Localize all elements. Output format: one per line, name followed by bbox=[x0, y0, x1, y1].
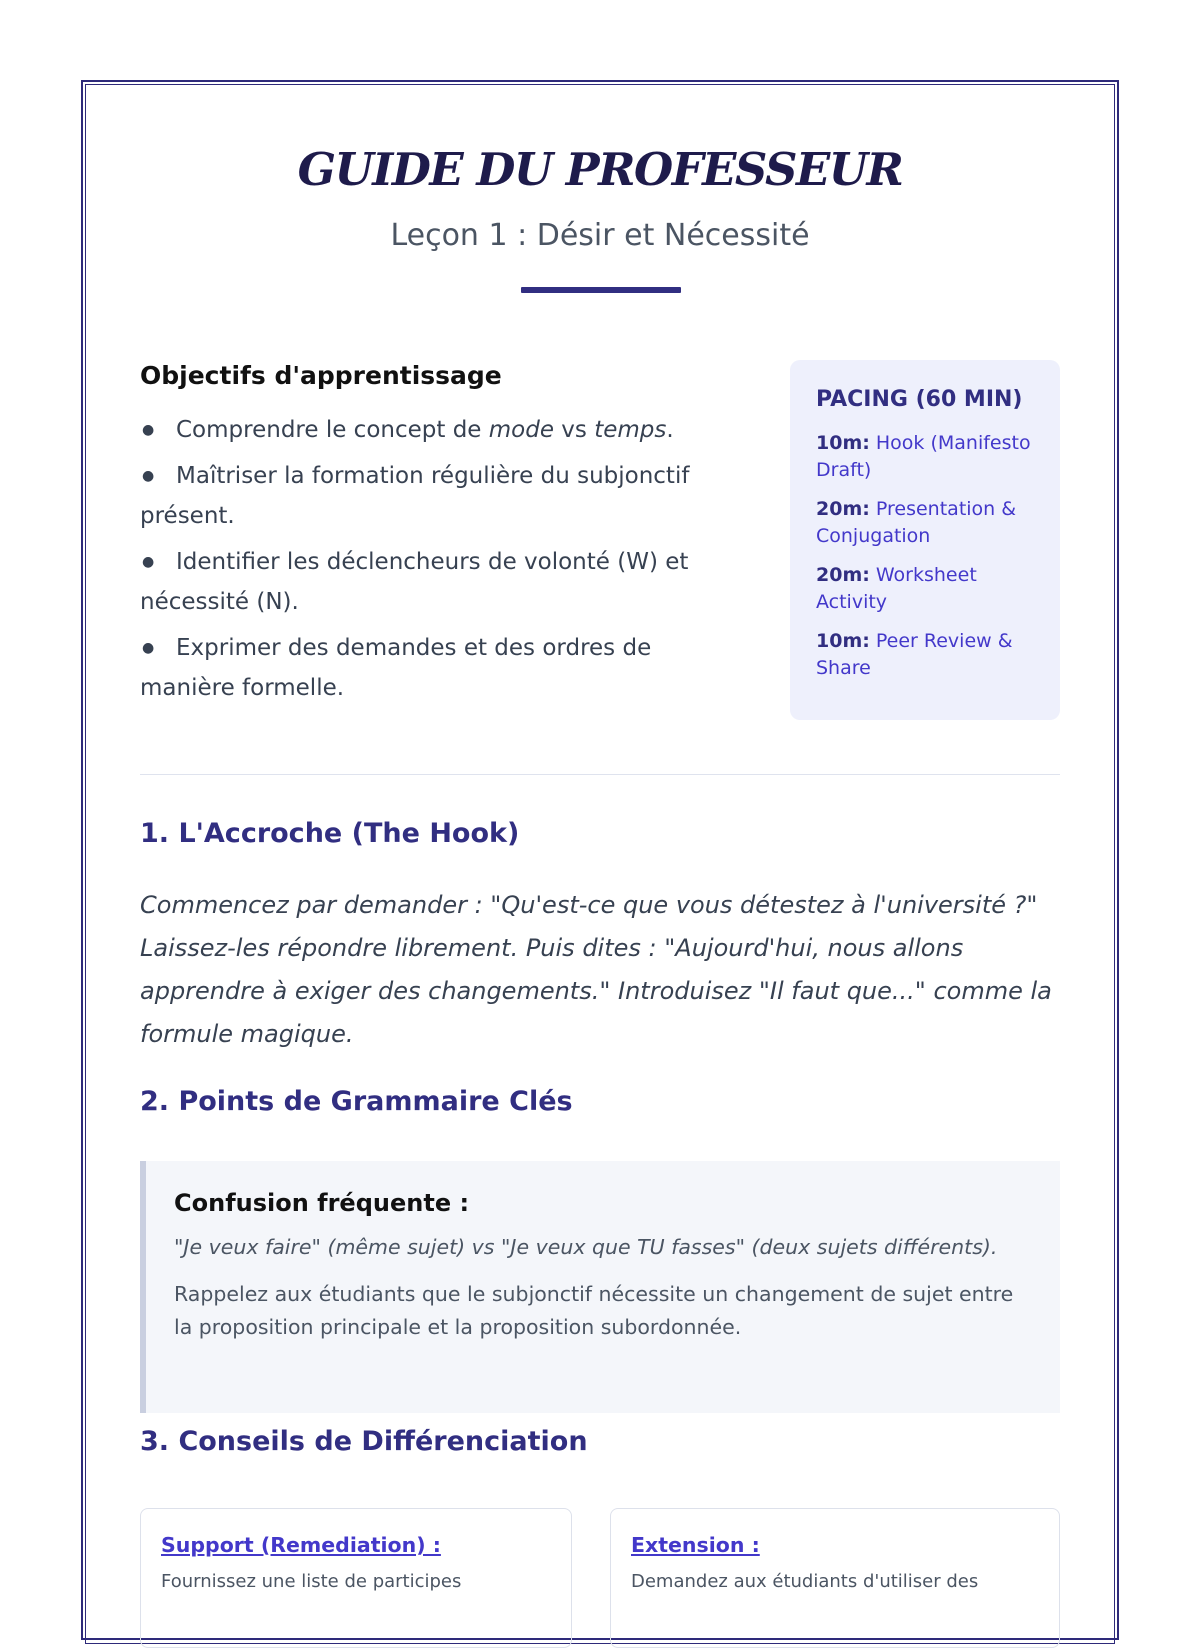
title-underline bbox=[521, 287, 681, 293]
objectives-list bbox=[140, 410, 750, 714]
lesson-subtitle: Leçon 1 : Désir et Nécessité bbox=[390, 218, 810, 253]
pacing-item: 20m: Presentation & Conjugation bbox=[816, 498, 1017, 547]
page-title: GUIDE DU PROFESSEUR bbox=[297, 143, 903, 196]
extension-title[interactable]: Extension : bbox=[631, 1533, 760, 1557]
support-title[interactable]: Support (Remediation) : bbox=[161, 1533, 441, 1557]
bullet-icon: ● bbox=[142, 468, 155, 484]
objective-item: ● Maîtriser la formation régulière du subjonctif présent. bbox=[140, 456, 750, 536]
pacing-item: 20m: Worksheet Activity bbox=[816, 564, 977, 613]
callout-quote: "Je veux faire" (même sujet) vs "Je veux que TU fasses" (deux sujets différents). bbox=[174, 1235, 998, 1259]
objective-item: ● Exprimer des demandes et des ordres de manière formelle. bbox=[140, 628, 750, 708]
pacing-item: 10m: Peer Review & Share bbox=[816, 630, 1013, 679]
callout-title: Confusion fréquente : bbox=[174, 1189, 470, 1217]
pacing-box bbox=[790, 360, 1060, 720]
pacing-item: 10m: Hook (Manifesto Draft) bbox=[816, 432, 1031, 481]
hook-heading: 1. L'Accroche (The Hook) bbox=[140, 818, 520, 849]
objectives-heading: Objectifs d'apprentissage bbox=[140, 361, 502, 390]
extension-body: Demandez aux étudiants d'utiliser des bbox=[631, 1571, 979, 1592]
grammar-callout bbox=[140, 1161, 1060, 1413]
section-divider bbox=[140, 774, 1060, 775]
pacing-title: PACING (60 MIN) bbox=[816, 387, 1023, 412]
differentiation-heading: 3. Conseils de Différenciation bbox=[140, 1426, 588, 1457]
grammar-heading: 2. Points de Grammaire Clés bbox=[140, 1086, 573, 1117]
objective-item: ● Identifier les déclencheurs de volonté (W) et nécessité (N). bbox=[140, 542, 750, 622]
bullet-icon: ● bbox=[142, 640, 155, 656]
hook-text: Commencez par demander : "Qu'est-ce que vous détestez à l'université ?" Laissez-les répondre librement. Puis dites : "Aujourd'hui, nous allons apprendre à exiger des changements." Introduisez "Il faut que..." comme la formule magique. bbox=[140, 891, 1052, 1048]
callout-body: Rappelez aux étudiants que le subjonctif nécessite un changement de sujet entre la proposition principale et la proposition subordonnée. bbox=[174, 1282, 1014, 1339]
support-card bbox=[140, 1508, 572, 1648]
bullet-icon: ● bbox=[142, 554, 155, 570]
bullet-icon: ● bbox=[142, 422, 155, 438]
objective-item: ● Comprendre le concept de mode vs temps. bbox=[140, 410, 750, 450]
support-body: Fournissez une liste de participes bbox=[161, 1571, 462, 1592]
extension-card bbox=[610, 1508, 1060, 1648]
